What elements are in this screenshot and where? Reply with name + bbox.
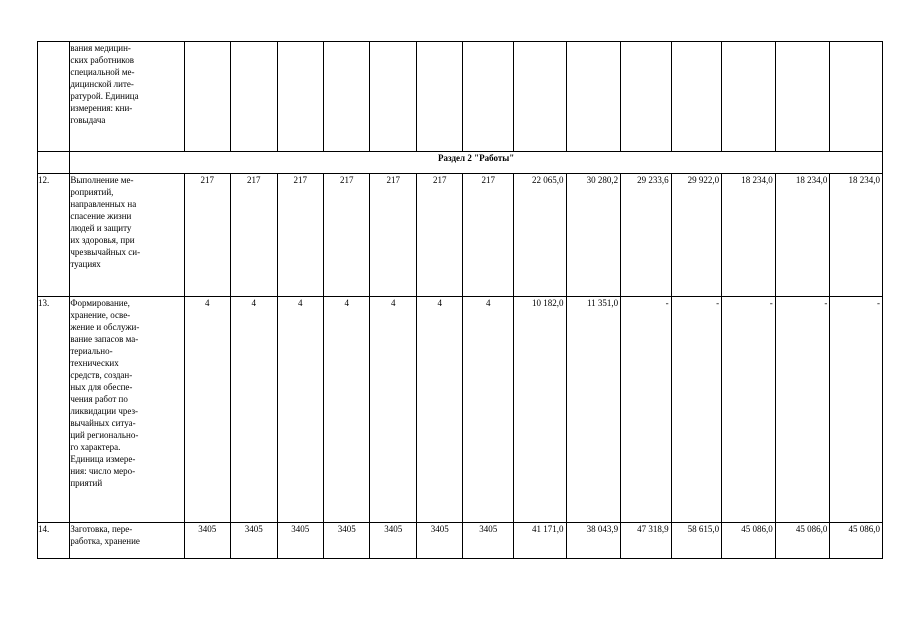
value-cell: 3405 bbox=[231, 523, 277, 559]
row-name-line: териально- bbox=[70, 346, 113, 356]
row-name-line: приятий bbox=[70, 478, 103, 488]
row-name-cell bbox=[70, 42, 184, 152]
value-cell: 18 234,0 bbox=[775, 174, 830, 297]
row-name-line: средств, создан- bbox=[70, 370, 133, 380]
value-cell: 29 233,6 bbox=[621, 174, 672, 297]
value-cell bbox=[463, 42, 514, 152]
row-name-line: вания медицин- bbox=[70, 43, 131, 53]
row-name-line: специальной ме- bbox=[70, 67, 135, 77]
row-number bbox=[38, 42, 70, 152]
table-body bbox=[38, 42, 883, 559]
value-cell: 10 182,0 bbox=[513, 297, 566, 523]
row-name-line: спасение жизни bbox=[70, 211, 132, 221]
value-cell bbox=[513, 42, 566, 152]
row-name-line: говыдача bbox=[70, 115, 106, 125]
value-cell: 217 bbox=[463, 174, 514, 297]
value-cell: 45 086,0 bbox=[830, 523, 883, 559]
value-cell: 3405 bbox=[324, 523, 370, 559]
row-name-line: ных для обеспе- bbox=[70, 382, 133, 392]
row-name-line: хранение, осве- bbox=[70, 310, 131, 320]
value-cell: 4 bbox=[277, 297, 323, 523]
value-cell: 3405 bbox=[370, 523, 416, 559]
value-cell: - bbox=[621, 297, 672, 523]
value-cell: 217 bbox=[324, 174, 370, 297]
row-name-line: туациях bbox=[70, 259, 101, 269]
value-cell: 217 bbox=[370, 174, 416, 297]
value-cell: 38 043,9 bbox=[566, 523, 621, 559]
value-cell bbox=[370, 42, 416, 152]
value-cell: 3405 bbox=[416, 523, 462, 559]
row-name-line: их здоровья, при bbox=[70, 235, 135, 245]
value-cell: 4 bbox=[231, 297, 277, 523]
table-row bbox=[38, 42, 883, 152]
row-name-line: вычайных ситуа- bbox=[70, 418, 136, 428]
row-number: 13. bbox=[38, 297, 70, 523]
row-name-line: ратурой. Единица bbox=[70, 91, 139, 101]
value-cell: 217 bbox=[277, 174, 323, 297]
value-cell bbox=[830, 42, 883, 152]
table-row bbox=[38, 523, 883, 559]
row-name-line: ликвидации чрез- bbox=[70, 406, 139, 416]
row-name-line: вание запасов ма- bbox=[70, 334, 139, 344]
value-cell: 3405 bbox=[277, 523, 323, 559]
row-name-line: роприятий, bbox=[70, 187, 114, 197]
value-cell: 3405 bbox=[184, 523, 230, 559]
row-name-line: Единица измере- bbox=[70, 454, 136, 464]
table-row bbox=[38, 297, 883, 523]
value-cell bbox=[324, 42, 370, 152]
value-cell: 217 bbox=[231, 174, 277, 297]
data-table bbox=[37, 41, 883, 559]
value-cell bbox=[671, 42, 722, 152]
row-name-line: ций регионально- bbox=[70, 430, 139, 440]
row-name-line: го характера. bbox=[70, 442, 121, 452]
table-row bbox=[38, 174, 883, 297]
value-cell: 18 234,0 bbox=[722, 174, 776, 297]
value-cell: - bbox=[775, 297, 830, 523]
value-cell: 3405 bbox=[463, 523, 514, 559]
value-cell: - bbox=[722, 297, 776, 523]
row-name-line: чрезвычайных си- bbox=[70, 247, 141, 257]
row-name-line: ских работников bbox=[70, 55, 134, 65]
row-name-line: людей и защиту bbox=[70, 223, 132, 233]
section-number-cell bbox=[38, 152, 70, 174]
value-cell: 45 086,0 bbox=[775, 523, 830, 559]
value-cell bbox=[416, 42, 462, 152]
value-cell bbox=[566, 42, 621, 152]
value-cell: 217 bbox=[184, 174, 230, 297]
row-name-line: работка, хранение bbox=[70, 536, 140, 546]
value-cell: 18 234,0 bbox=[830, 174, 883, 297]
row-name-line: технических bbox=[70, 358, 119, 368]
value-cell: 29 922,0 bbox=[671, 174, 722, 297]
section-title: Раздел 2 "Работы" bbox=[70, 152, 883, 174]
row-name-line: Формирование, bbox=[70, 298, 130, 308]
row-name-cell bbox=[70, 297, 184, 523]
row-number: 14. bbox=[38, 523, 70, 559]
value-cell: 4 bbox=[416, 297, 462, 523]
row-name-line: дицинской лите- bbox=[70, 79, 134, 89]
value-cell: 11 351,0 bbox=[566, 297, 621, 523]
row-number: 12. bbox=[38, 174, 70, 297]
value-cell: 47 318,9 bbox=[621, 523, 672, 559]
value-cell bbox=[277, 42, 323, 152]
row-name-line: Выполнение ме- bbox=[70, 175, 134, 185]
value-cell bbox=[775, 42, 830, 152]
value-cell: 41 171,0 bbox=[513, 523, 566, 559]
row-name-line: чения работ по bbox=[70, 394, 128, 404]
value-cell: 4 bbox=[463, 297, 514, 523]
value-cell: 4 bbox=[370, 297, 416, 523]
row-name-line: жение и обслужи- bbox=[70, 322, 140, 332]
value-cell: 22 065,0 bbox=[513, 174, 566, 297]
row-name-cell bbox=[70, 174, 184, 297]
section-row bbox=[38, 152, 883, 174]
value-cell bbox=[231, 42, 277, 152]
value-cell: 4 bbox=[184, 297, 230, 523]
value-cell bbox=[722, 42, 776, 152]
row-name-line: ния: число меро- bbox=[70, 466, 136, 476]
value-cell: 217 bbox=[416, 174, 462, 297]
value-cell: 30 280,2 bbox=[566, 174, 621, 297]
row-name-line: Заготовка, пере- bbox=[70, 524, 133, 534]
value-cell: 45 086,0 bbox=[722, 523, 776, 559]
value-cell: - bbox=[671, 297, 722, 523]
row-name-line: направленных на bbox=[70, 199, 137, 209]
value-cell: - bbox=[830, 297, 883, 523]
row-name-line: измерения: кни- bbox=[70, 103, 133, 113]
value-cell: 58 615,0 bbox=[671, 523, 722, 559]
value-cell bbox=[184, 42, 230, 152]
row-name-cell bbox=[70, 523, 184, 559]
value-cell: 4 bbox=[324, 297, 370, 523]
value-cell bbox=[621, 42, 672, 152]
